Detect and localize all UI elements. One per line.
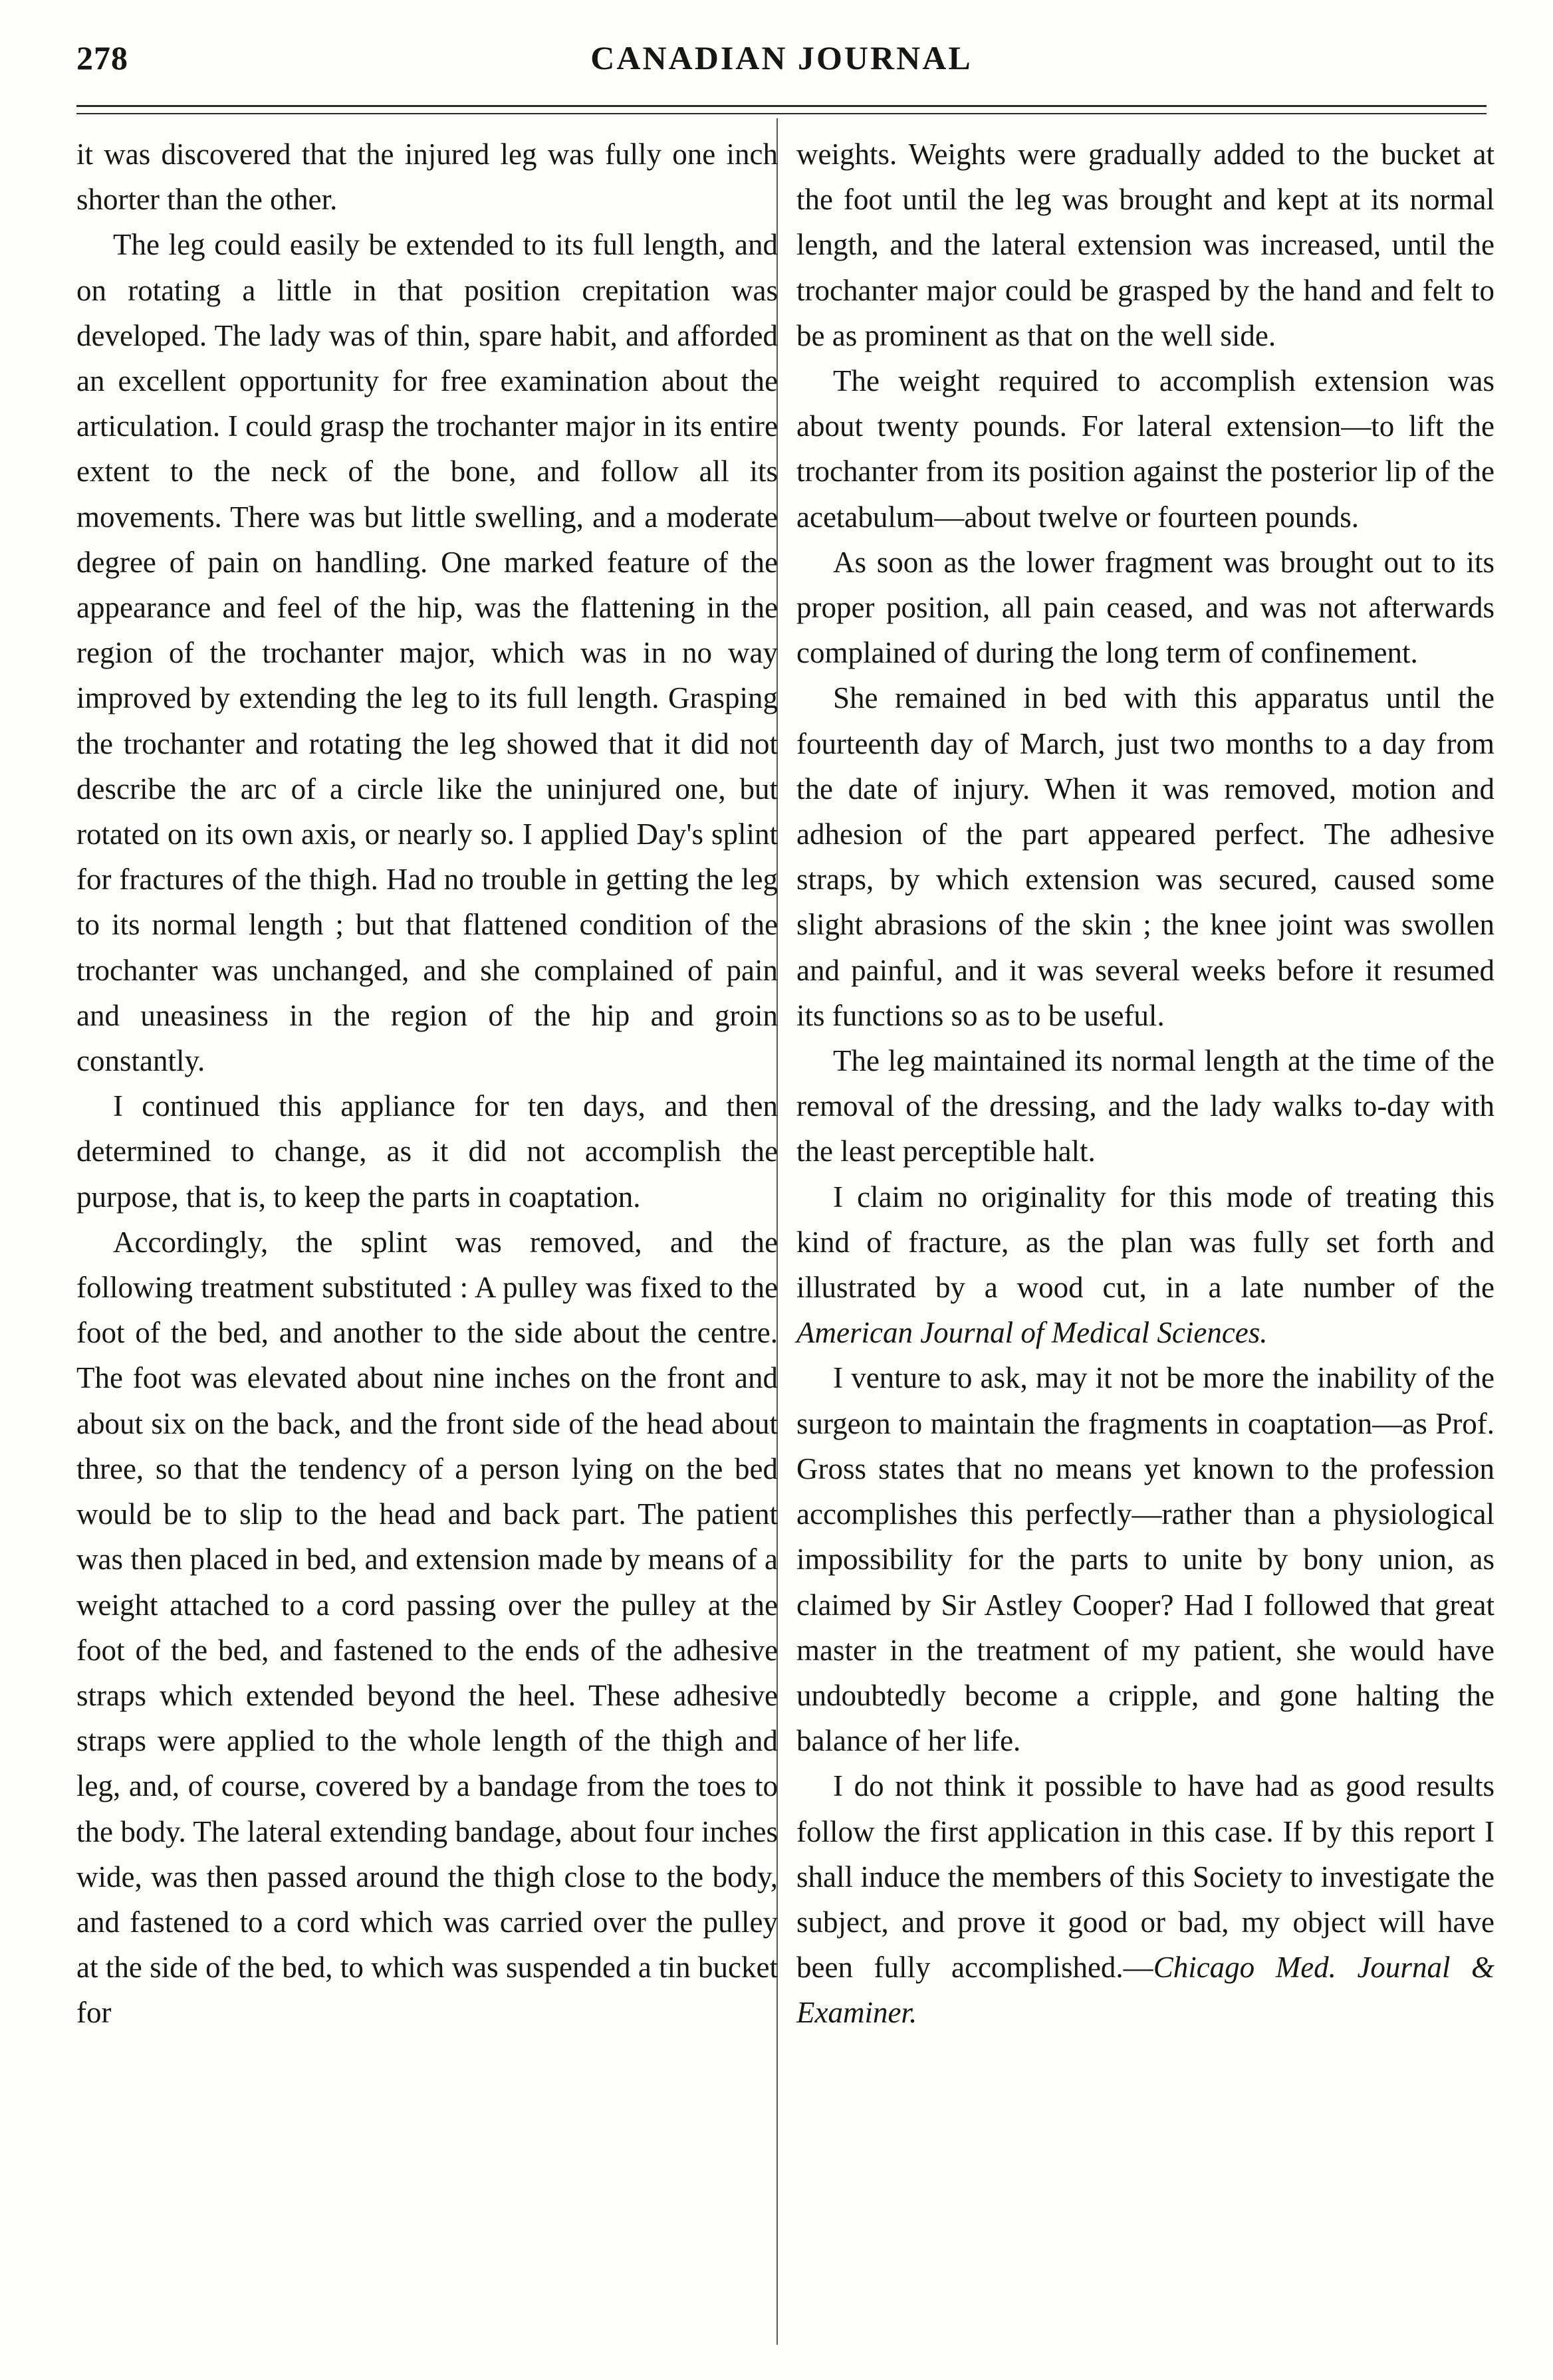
- header-rule: [76, 105, 1487, 107]
- left-column: [76, 132, 778, 2036]
- page-number: 278: [76, 39, 128, 76]
- paragraph: The leg maintained its normal length at the time of the removal of the dressing, and the lady walks to-day with the least perceptible halt.: [796, 1044, 1494, 1168]
- paragraph: [796, 1763, 1494, 2035]
- journal-citation: American Journal of Medical Sciences.: [796, 1316, 1268, 1350]
- paragraph-text: I claim no originality for this mode of treating this kind of fracture, as the plan was fully set forth and illustrated by a wood cut, in a late number of the: [796, 1180, 1494, 1305]
- paragraph: I continued this appliance for ten days, and then determined to change, as it did not accomplish the purpose, that is, to keep the parts in coaptation.: [76, 1089, 778, 1214]
- paragraph: [796, 1174, 1494, 1356]
- paragraph: I venture to ask, may it not be more the inability of the surgeon to maintain the fragments in coaptation—as Prof. Gross states that no means yet known to the profession accomplishes this perfectly—rather than a physiological impossibility for the parts to unite by bony union, as claimed by Sir Astley Cooper? Had I followed that great master in the treatment of my patient, she would have undoubtedly become a cripple, and gone halting the balance of her life.: [796, 1361, 1494, 1758]
- paragraph: She remained in bed with this apparatus until the fourteenth day of March, just two months to a day from the date of injury. When it was removed, motion and adhesion of the part appeared perfect. The adhesive straps, by which extension was secured, caused some slight abrasions of the skin ; the knee joint was swollen and painful, and it was several weeks before it resumed its functions so as to be useful.: [796, 681, 1494, 1032]
- paragraph: As soon as the lower fragment was brought out to its proper position, all pain ceased, and was not afterwards complained of during the long term of confinement.: [796, 545, 1494, 670]
- header-rule-thin: [76, 113, 1487, 114]
- source-citation: Chicago Med. Journal & Examiner.: [796, 1951, 1494, 2030]
- paragraph-text: I do not think it possible to have had as good results follow the first application in this case. If by this report I shall induce the members of this Society to investigate the subject, and prove it good or bad, my object will have been fully accomplished.—: [796, 1769, 1494, 1985]
- paragraph: The weight required to accomplish extension was about twenty pounds. For lateral extension—to lift the trochanter from its position against the posterior lip of the acetabulum—about twelve or fourteen pounds.: [796, 364, 1494, 534]
- paragraph: it was discovered that the injured leg was fully one inch shorter than the other.: [76, 138, 778, 217]
- paragraph: weights. Weights were gradually added to the bucket at the foot until the leg was brought and kept at its normal length, and the lateral extension was increased, until the trochanter major could be grasped by the hand and felt to be as prominent as that on the well side.: [796, 138, 1494, 352]
- paragraph: The leg could easily be extended to its full length, and on rotating a little in that position crepitation was developed. The lady was of thin, spare habit, and afforded an excellent opportunity for free examination about the articulation. I could grasp the trochanter major in its entire extent to the neck of the bone, and follow all its movements. There was but little swelling, and a moderate degree of pain on handling. One marked feature of the appearance and feel of the hip, was the flattening in the region of the trochanter major, which was in no way improved by extending the leg to its full length. Grasping the trochanter and rotating the leg showed that it did not describe the arc of a circle like the uninjured one, but rotated on its own axis, or nearly so. I applied Day's splint for fractures of the thigh. Had no trouble in getting the leg to its normal length ; but that flattened condition of the trochanter was unchanged, and she complained of pain and uneasiness in the region of the hip and groin constantly.: [76, 228, 778, 1078]
- right-column: [796, 132, 1494, 2036]
- running-head: CANADIAN JOURNAL: [590, 39, 973, 76]
- paragraph: Accordingly, the splint was removed, and the following treatment substituted : A pulley was fixed to the foot of the bed, and another to the side about the centre. The foot was elevated about nine inches on the front and about six on the back, and the front side of the head about three, so that the tendency of a person lying on the bed would be to slip to the head and back part. The patient was then placed in bed, and extension made by means of a weight attached to a cord passing over the pulley at the foot of the bed, and fastened to the ends of the adhesive straps which extended beyond the heel. These adhesive straps were applied to the whole length of the thigh and leg, and, of course, covered by a bandage from the toes to the body. The lateral extending bandage, about four inches wide, was then passed around the thigh close to the body, and fastened to a cord which was carried over the pulley at the side of the bed, to which was suspended a tin bucket for: [76, 1225, 778, 2030]
- page-header: [76, 39, 1487, 85]
